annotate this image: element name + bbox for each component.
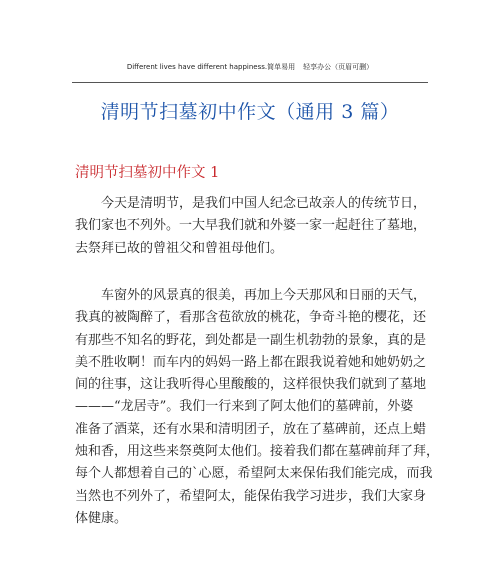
header-rule [72,82,428,83]
text-line: 体健康。 [75,510,128,526]
text-line: 有那些不知名的野花，到处都是一副生机勃勃的景象，真的是 [75,332,427,348]
paragraph-2 [75,285,440,530]
text-line: 当然也不列外了，希望阿太，能保佑我学习进步，我们大家身 [75,488,427,504]
text-line: 间的往事，这让我听得心里酸酸的，这样很快我们就到了墓地 [75,377,427,393]
text-line: 车窗外的风景真的很美，再加上今天那风和日丽的天气， [75,288,427,303]
header-text: Different lives have different happiness.简单易用 [126,63,296,71]
text-line: 我真的被陶醉了，看那含苞欲放的桃花，争奇斗艳的樱花，还 [75,310,427,326]
document-title: 清明节扫墓初中作文（通用 3 篇） [100,101,400,123]
text-line: ———“龙居寺”。我们一行来到了阿太他们的墓碑前，外婆 [75,399,414,415]
text-line: 今天是清明节，是我们中国人纪念已故亲人的传统节日， [75,196,427,211]
text-line: 准备了酒菜，还有水果和清明团子，放在了墓碑前，还点上蜡 [75,421,427,437]
text-line: 烛和香，用这些来祭奠阿太他们。接着我们都在墓碑前拜了拜， [75,444,440,460]
header-suffix: 轻享办公（页眉可删） [303,63,374,71]
text-line: 我们家也不列外。一大早我们就和外婆一家一起赶往了墓地， [75,218,427,234]
text-line: 美不胜收啊！而车内的妈妈一路上都在跟我说着她和她奶奶之 [75,354,427,370]
section-title: 清明节扫墓初中作文 1 [75,165,220,181]
text-line: 每个人都想着自己的`心愿，希望阿太来保佑我们能完成，而我 [75,466,433,482]
paragraph-1 [75,193,435,260]
text-line: 去祭拜已故的曾祖父和曾祖母他们。 [75,240,284,256]
page-header [0,62,500,72]
